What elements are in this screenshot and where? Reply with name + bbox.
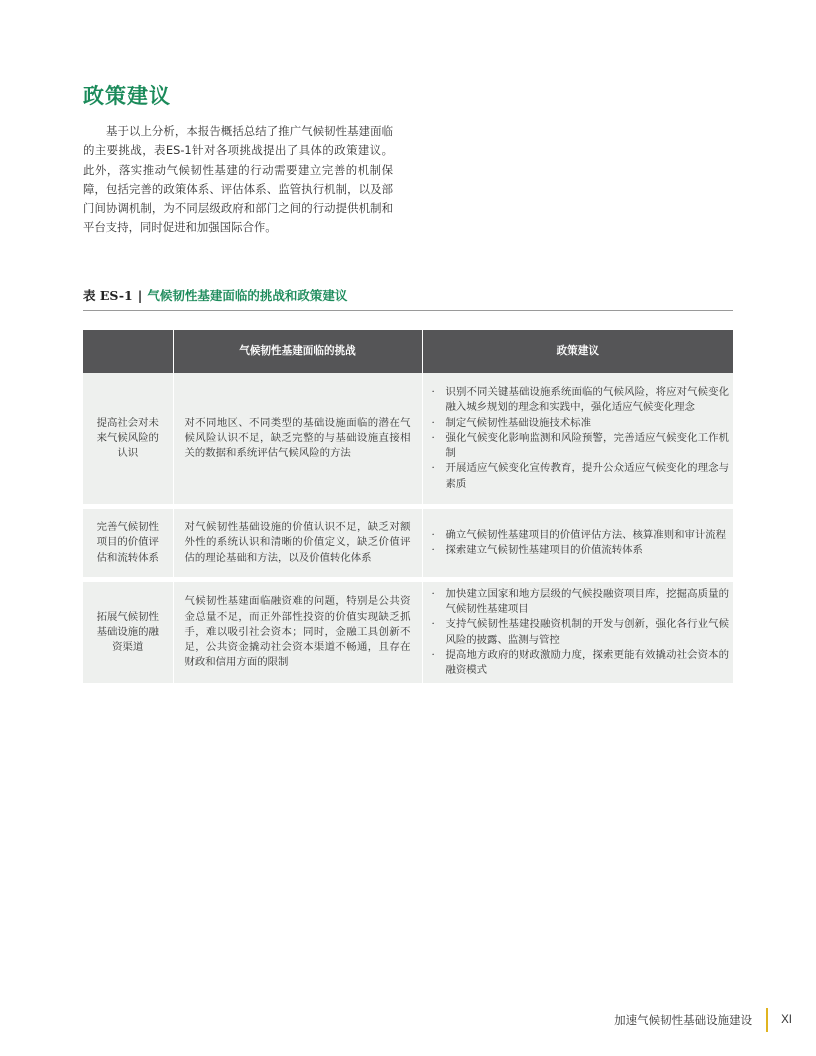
recommendation-item: · 探索建立气候韧性基建项目的价值流转体系: [432, 543, 730, 558]
table-caption-separator: |: [137, 288, 143, 303]
recommendation-item: · 加快建立国家和地方层级的气候投融资项目库，挖掘高质量的气候韧性基建项目: [432, 587, 730, 617]
recommendation-item: · 开展适应气候变化宣传教育，提升公众适应气候变化的理念与素质: [432, 461, 730, 491]
recommendation-item: · 支持气候韧性基建投融资机制的开发与创新，强化各行业气候风险的披露、监测与管控: [432, 617, 730, 647]
footer-divider: [766, 1008, 768, 1032]
recommendation-item: · 制定气候韧性基础设施技术标准: [432, 416, 730, 431]
row-challenge: 对气候韧性基础设施的价值认识不足，缺乏对额外性的系统认识和清晰的价值定义，缺乏价值评估的理论基础和方法，以及价值转化体系: [173, 507, 422, 580]
header-challenges: 气候韧性基建面临的挑战: [173, 330, 422, 373]
row-category: 完善气候韧性项目的价值评估和流转体系: [83, 507, 173, 580]
recommendation-item: · 提高地方政府的财政激励力度，探索更能有效撬动社会资本的融资模式: [432, 648, 730, 678]
intro-paragraph: [83, 122, 393, 238]
section-title: 政策建议: [83, 84, 171, 108]
row-recommendations: [422, 507, 733, 580]
intro-text: 基于以上分析，本报告概括总结了推广气候韧性基建面临的主要挑战，表ES-1针对各项挑战提出了具体的政策建议。此外，落实推动气候韧性基建的行动需要建立完善的机制保障，包括完善的政策体系、评估体系、监管执行机制，以及部门间协调机制，为不同层级政府和部门之间的行动提供机制和平台支持，同时促进和加强国际合作。: [83, 124, 393, 235]
footer-report-title: 加速气候韧性基础设施建设: [614, 1015, 753, 1027]
header-recommendations: 政策建议: [422, 330, 733, 373]
row-challenge: 对不同地区、不同类型的基础设施面临的潜在气候风险认识不足，缺乏完整的与基础设施直接相关的数据和系统评估气候风险的方法: [173, 373, 422, 507]
row-category: 提高社会对未来气候风险的认识: [83, 373, 173, 507]
row-challenge: 气候韧性基建面临融资难的问题，特别是公共资金总量不足，而正外部性投资的价值实现缺乏抓手，难以吸引社会资本；同时，金融工具创新不足，公共资金撬动社会资本渠道不畅通，且存在财政和信用方面的限制: [173, 580, 422, 684]
table-caption-label: 表 ES-1: [83, 288, 133, 303]
policy-table: [83, 330, 733, 683]
table-caption-title: 气候韧性基建面临的挑战和政策建议: [147, 288, 348, 303]
recommendation-item: · 确立气候韧性基建项目的价值评估方法、核算准则和审计流程: [432, 528, 730, 543]
recommendation-item: · 强化气候变化影响监测和风险预警，完善适应气候变化工作机制: [432, 431, 730, 461]
table-caption: [83, 286, 733, 311]
header-category: [83, 330, 173, 373]
row-recommendations: [422, 580, 733, 684]
table-header-row: [83, 330, 733, 373]
row-category: 拓展气候韧性基础设施的融资渠道: [83, 580, 173, 684]
recommendation-item: · 识别不同关键基础设施系统面临的气候风险，将应对气候变化融入城乡规划的理念和实践中，强化适应气候变化理念: [432, 385, 730, 415]
page-footer: [614, 1008, 792, 1032]
table-row: [83, 580, 733, 684]
table-row: [83, 507, 733, 580]
table-row: [83, 373, 733, 507]
row-recommendations: [422, 373, 733, 507]
page-number: XI: [781, 1014, 792, 1026]
